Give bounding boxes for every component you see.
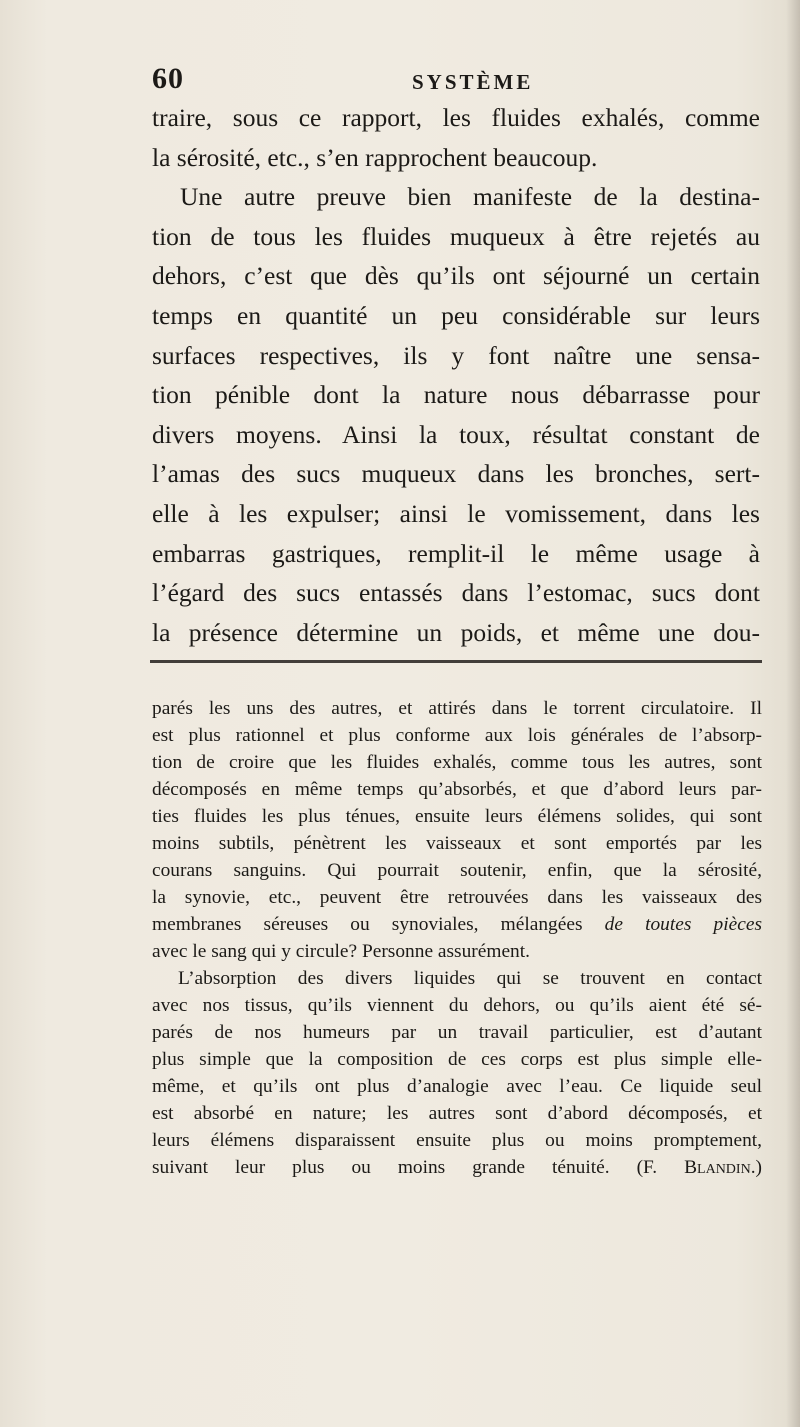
footnote-line: avec nos tissus, qu’ils viennent du dehors, ou qu’ils aient été sé- xyxy=(152,995,762,1016)
footnote xyxy=(152,695,762,1181)
footnote-line: est plus rationnel et plus conforme aux lois générales de l’absorp- xyxy=(152,725,762,746)
main-text-line: l’amas des sucs muqueux dans les bronches, sert- xyxy=(152,459,760,489)
footnote-line: décomposés en même temps qu’absorbés, et que d’abord leurs par- xyxy=(152,779,762,800)
main-text-line: elle à les expulser; ainsi le vomissement, dans les xyxy=(152,498,760,528)
footnote-line: la synovie, etc., peuvent être retrouvées dans les vaisseaux des xyxy=(152,887,762,908)
main-text-line: dehors, c’est que dès qu’ils ont séjourné un certain xyxy=(152,261,760,291)
main-text-line: tion de tous les fluides muqueux à être rejetés au xyxy=(152,221,760,251)
footnote-text: membranes séreuses ou synoviales, mélangées xyxy=(152,914,583,935)
footnote-line: moins subtils, pénètrent les vaisseaux et sont emportés par les xyxy=(152,833,762,854)
main-text-line: embarras gastriques, remplit-il le même usage à xyxy=(152,538,760,568)
footnote-line: parés les uns des autres, et attirés dans le torrent circulatoire. Il xyxy=(152,698,762,719)
main-text-line: l’égard des sucs entassés dans l’estomac, sucs dont xyxy=(152,578,760,608)
footnote-divider xyxy=(150,660,762,663)
footnote-line: leurs élémens disparaissent ensuite plus ou moins promptement, xyxy=(152,1130,762,1151)
footnote-line: avec le sang qui y circule? Personne assurément. xyxy=(152,941,530,962)
footnote-signature: (F. Blandin.) xyxy=(636,1157,762,1178)
main-text-line: surfaces respectives, ils y font naître une sensa- xyxy=(152,340,760,370)
main-text xyxy=(152,98,760,652)
main-text-line: Une autre preuve bien manifeste de la destina- xyxy=(180,182,760,212)
main-text-line: temps en quantité un peu considérable sur leurs xyxy=(152,300,760,330)
footnote-italic-text: de toutes pièces xyxy=(604,914,762,935)
page-edge-shadow xyxy=(786,0,800,1427)
main-text-line: tion pénible dont la nature nous débarrasse pour xyxy=(152,380,760,410)
page-header xyxy=(152,62,712,98)
footnote-line xyxy=(152,911,762,938)
page-number: 60 xyxy=(152,62,184,95)
main-text-line: la présence détermine un poids, et même une dou- xyxy=(152,617,760,647)
main-text-line: la sérosité, etc., s’en rapprochent beaucoup. xyxy=(152,142,598,172)
footnote-line: plus simple que la composition de ces corps est plus simple elle- xyxy=(152,1049,762,1070)
footnote-line: tion de croire que les fluides exhalés, comme tous les autres, sont xyxy=(152,752,762,773)
footnote-line: ties fluides les plus ténues, ensuite leurs élémens solides, qui sont xyxy=(152,806,762,827)
footnote-line: même, et qu’ils ont plus d’analogie avec l’eau. Ce liquide seul xyxy=(152,1076,762,1097)
footnote-line: L’absorption des divers liquides qui se trouvent en contact xyxy=(178,968,762,989)
main-text-line: divers moyens. Ainsi la toux, résultat constant de xyxy=(152,419,760,449)
footnote-line: est absorbé en nature; les autres sont d’abord décomposés, et xyxy=(152,1103,762,1124)
main-text-line: traire, sous ce rapport, les fluides exhalés, comme xyxy=(152,103,760,132)
footnote-text: suivant leur plus ou moins grande ténuité. xyxy=(152,1157,610,1178)
footnote-line: parés de nos humeurs par un travail particulier, est d’autant xyxy=(152,1022,762,1043)
footnote-line: courans sanguins. Qui pourrait soutenir, enfin, que la sérosité, xyxy=(152,860,762,881)
footnote-line xyxy=(152,1154,762,1181)
running-head: SYSTÈME xyxy=(412,70,534,94)
